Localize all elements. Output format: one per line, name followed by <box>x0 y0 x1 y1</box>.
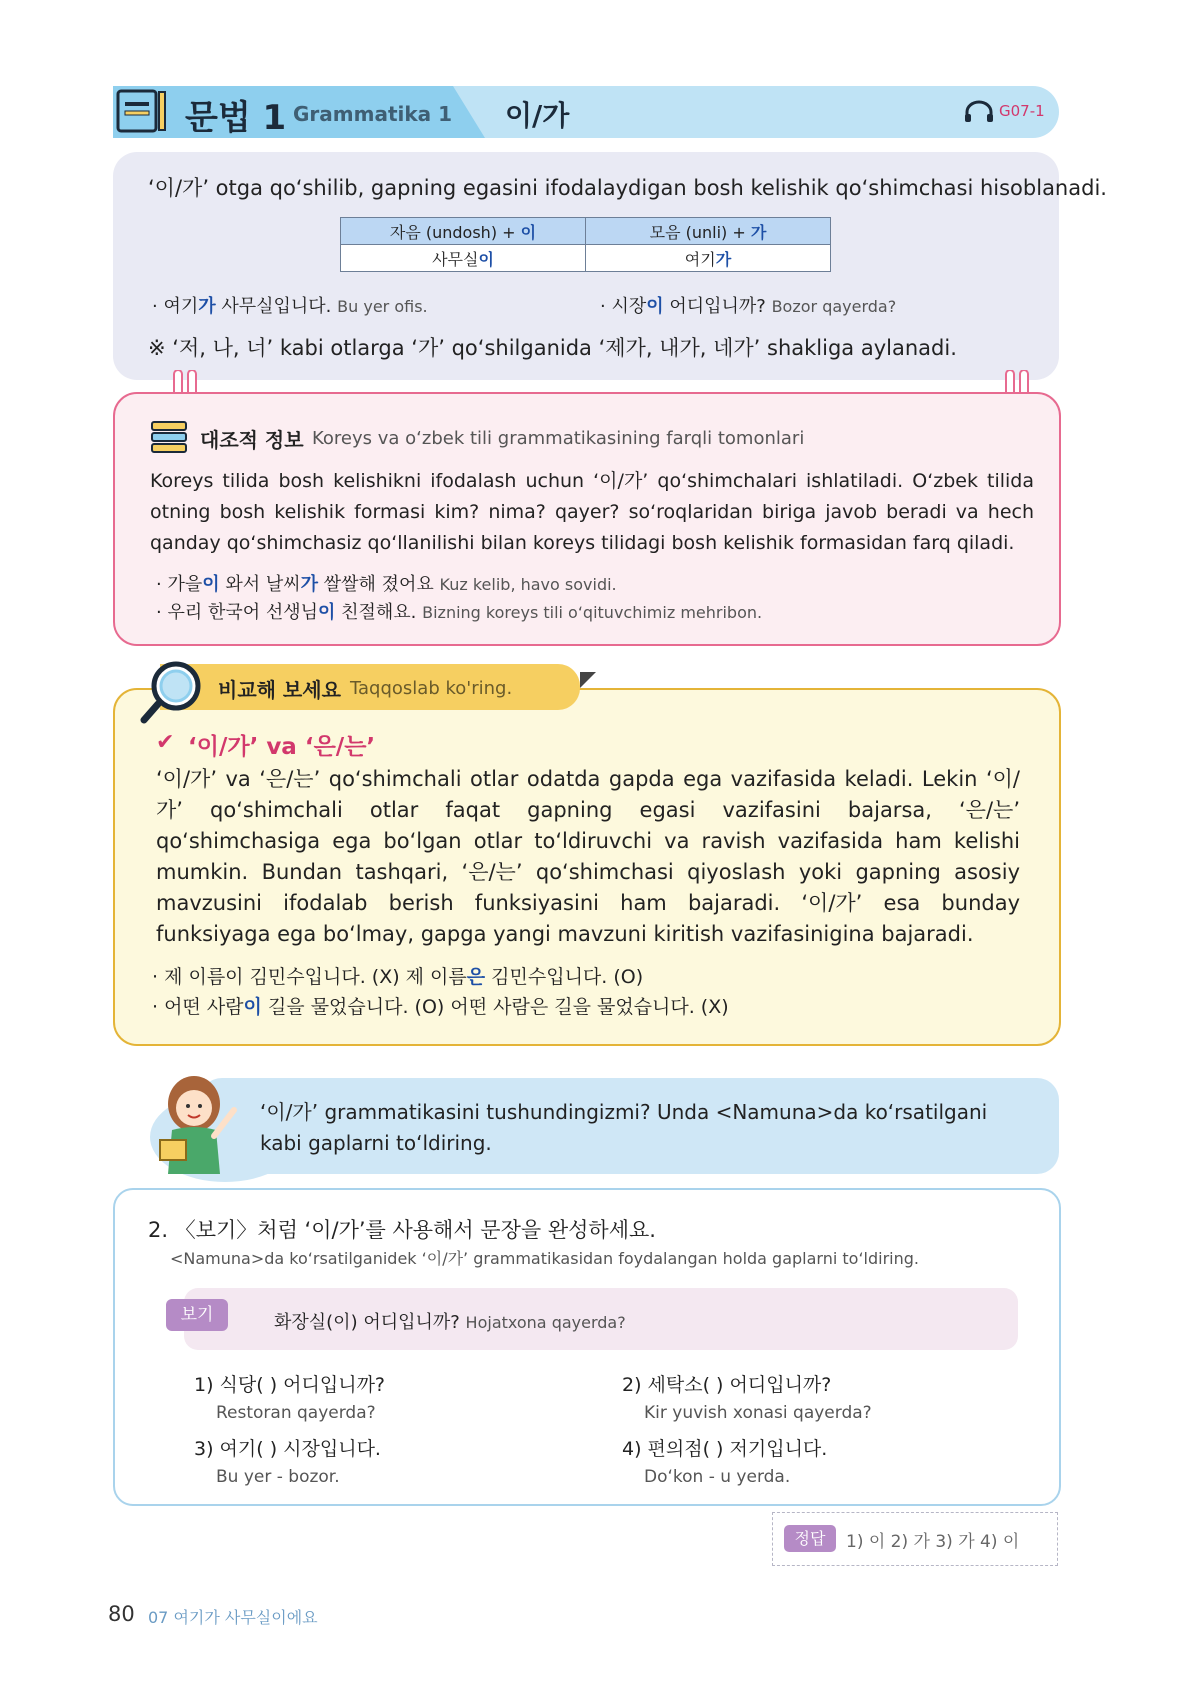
grammar-label-english: Grammatika 1 <box>293 102 453 126</box>
question-translation: Kir yuvish xonasi qayerda? <box>644 1403 872 1423</box>
page-number: 80 <box>108 1602 135 1626</box>
table-header-row <box>341 218 831 245</box>
compare-tab-title: 비교해 보세요 <box>218 678 341 702</box>
grammar-example: · 시장이 어디입니까? Bozor qayerda? <box>600 296 897 317</box>
example-sentence: 화장실(이) 어디입니까? Hojatxona qayerda? <box>274 1312 626 1333</box>
exercise-question[interactable]: 3) 여기( ) 시장입니다. Bu yer - bozor. <box>194 1438 381 1487</box>
contrast-example: · 가을이 와서 날씨가 쌀쌀해 졌어요 Kuz kelib, havo sovidi. <box>156 574 617 595</box>
lesson-header <box>113 86 1059 138</box>
headphones-icon[interactable] <box>963 100 995 124</box>
table-cell: 사무실이 <box>341 245 586 272</box>
answer-text: 1) 이 2) 가 3) 가 4) 이 <box>846 1532 1020 1552</box>
table-header-cell: 자음 (undosh) + 이 <box>341 218 586 245</box>
example-tag: 보기 <box>166 1299 228 1331</box>
table-header-cell: 모음 (unli) + 가 <box>586 218 831 245</box>
checkmark-icon: ✔ <box>156 730 175 755</box>
books-stack-icon <box>150 420 188 454</box>
grammar-example: · 여기가 사무실입니다. Bu yer ofis. <box>152 296 428 317</box>
book-icon <box>115 88 169 134</box>
table-cell: 여기가 <box>586 245 831 272</box>
compare-body: ‘이/가’ va ‘은/는’ qo‘shimchali otlar odatda gapda ega vazifasida keladi. Lekin ‘이/가’ qo‘shimchali otlar faqat gapning egasi vazifasini bajarsa, ‘은/는’ qo‘shimchasiga ega bo‘lgan otlar to‘ldiruvchi va ravish vazifasida ham kelishi mumkin. Bundan tashqari, ‘은/는’ qo‘shimchasi qiyoslash yoki gapning asosiy mavzusini ifodalab berish funksiyasini ham bajaradi. ‘이/가’ esa bunday funksiyaga ega bo‘lmay, gapga yangi mavzuni kiritish vazifasinigina bajaradi. <box>156 767 1020 946</box>
magnifier-icon <box>140 660 208 724</box>
answer-tag: 정답 <box>784 1525 836 1552</box>
example-translation: Kuz kelib, havo sovidi. <box>439 575 617 594</box>
compare-example: · 제 이름이 김민수입니다. (X) 제 이름은 김민수입니다. (O) <box>152 966 644 988</box>
audio-track-code[interactable]: G07-1 <box>999 102 1045 120</box>
example-translation: Bu yer ofis. <box>337 297 428 316</box>
contrast-title: 대조적 정보 <box>200 428 304 452</box>
contrast-title-translation: Koreys va o‘zbek tili grammatikasining farqli tomonlari <box>312 428 805 449</box>
question-translation: Bu yer - bozor. <box>216 1467 340 1487</box>
chapter-title: 07 여기가 사무실이에요 <box>148 1608 318 1627</box>
exercise-question[interactable]: 4) 편의점( ) 저기입니다. Do‘kon - u yerda. <box>622 1438 828 1487</box>
compare-example: · 어떤 사람이 길을 물었습니다. (O) 어떤 사람은 길을 물었습니다. (X) <box>152 996 729 1018</box>
example-translation: Bozor qayerda? <box>771 297 897 316</box>
example-translation: Hojatxona qayerda? <box>465 1313 626 1332</box>
grammar-number: 문법 1 <box>185 98 287 138</box>
exercise-question[interactable]: 1) 식당( ) 어디입니까? Restoran qayerda? <box>194 1374 386 1423</box>
exercise-subtitle: <Namuna>da ko‘rsatilganidek ‘이/가’ grammatikasidan foydalangan holda gaplarni to‘ldiring. <box>170 1249 919 1268</box>
compare-heading: ‘이/가’ va ‘은/는’ <box>188 734 376 760</box>
grammar-note: ※ ‘저, 나, 너’ kabi otlarga ‘가’ qo‘shilganida ‘제가, 내가, 네가’ shakliga aylanadi. <box>148 336 957 360</box>
grammar-description: ‘이/가’ otga qo‘shilib, gapning egasini ifodalaydigan bosh kelishik qo‘shimchasi hisoblanadi. <box>148 176 1107 200</box>
compare-tab-translation: Taqqoslab ko'ring. <box>350 678 513 699</box>
exercise-title: 2. 〈보기〉처럼 ‘이/가’를 사용해서 문장을 완성하세요. <box>148 1218 656 1242</box>
exercise-question[interactable]: 2) 세탁소( ) 어디입니까? Kir yuvish xonasi qayerda? <box>622 1374 872 1423</box>
contrast-example: · 우리 한국어 선생님이 친절해요. Bizning koreys tili o‘qituvchimiz mehribon. <box>156 602 763 623</box>
table-row <box>341 245 831 272</box>
question-translation: Do‘kon - u yerda. <box>644 1467 791 1487</box>
teacher-illustration-icon <box>150 1070 250 1180</box>
example-translation: Bizning koreys tili o‘qituvchimiz mehribon. <box>422 603 763 622</box>
question-translation: Restoran qayerda? <box>216 1403 376 1423</box>
contrast-body: Koreys tilida bosh kelishikni ifodalash uchun ‘이/가’ qo‘shimchalari ishlatiladi. O‘zbek tilida otning bosh kelishik formasi kim? nima? qayer? so‘roqlaridan biriga javob beradi va hech qanday qo‘shimchasiz qo‘llanilishi bilan koreys tilidagi bosh kelishik formasidan farq qiladi. <box>150 470 1034 554</box>
compare-tab-fold <box>580 672 596 688</box>
prompt-text: ‘이/가’ grammatikasini tushundingizmi? Unda <Namuna>da ko‘rsatilgani kabi gaplarni to‘ldiring. <box>260 1100 988 1155</box>
grammar-topic: 이/가 <box>505 99 570 132</box>
conjugation-table <box>340 217 831 272</box>
